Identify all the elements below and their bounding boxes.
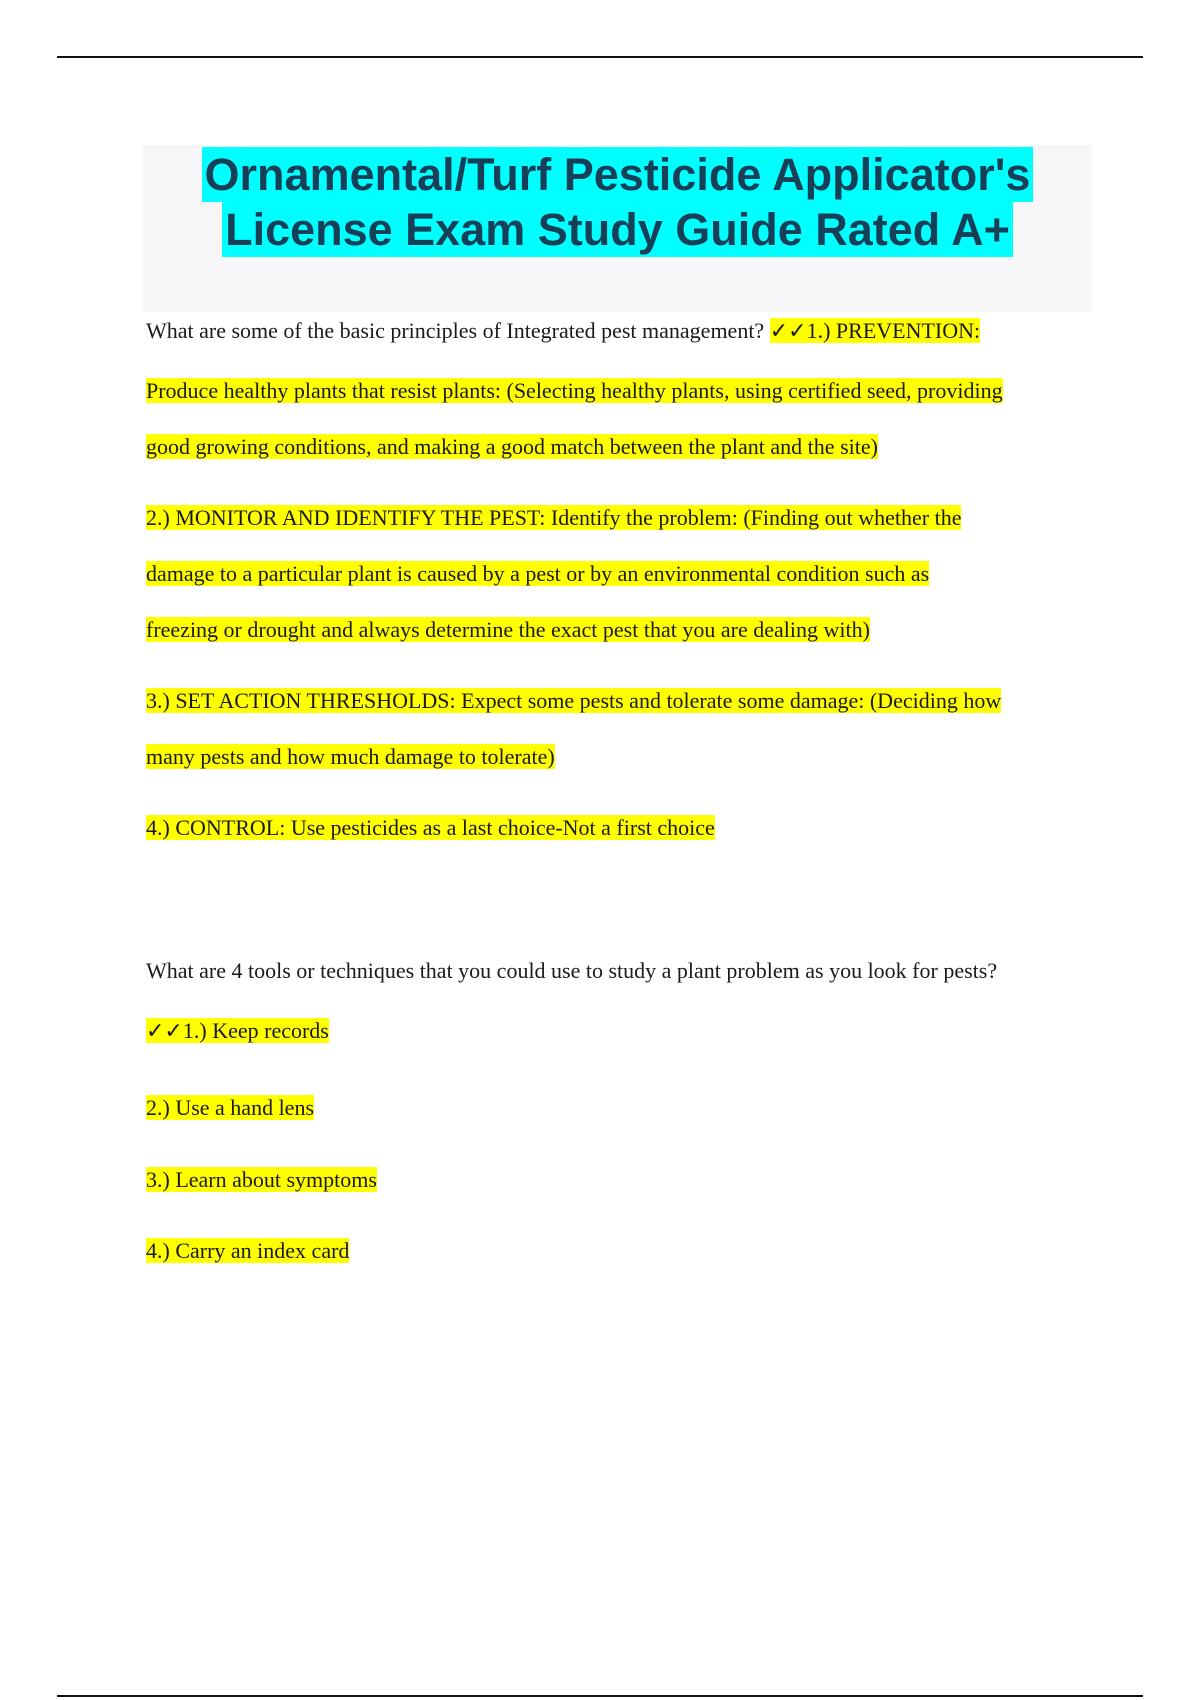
answer-1-2-line-3: freezing or drought and always determine the exact pest that you are dealing with) (146, 617, 870, 642)
answer-1-4: 4.) CONTROL: Use pesticides as a last choice-Not a first choice (146, 815, 715, 840)
answer-1-2-line-1-row (146, 503, 961, 533)
question-2-line (146, 956, 997, 986)
answer-1-1-start (770, 318, 980, 343)
question-2-text: What are 4 tools or techniques that you could use to study a plant problem as you look for pests? (146, 958, 998, 983)
check-icon: ✓✓ (146, 1019, 183, 1044)
title-block (143, 145, 1092, 312)
answer-1-3-line-1-row (146, 686, 1001, 716)
answer-1-2-line-2-row (146, 559, 929, 589)
answer-2-3-row (146, 1165, 377, 1195)
document-title-line-1: Ornamental/Turf Pesticide Applicator's (202, 147, 1034, 202)
answer-1-4-row (146, 813, 715, 843)
answer-1-3-line-1: 3.) SET ACTION THRESHOLDS: Expect some pests and tolerate some damage: (Deciding how (146, 688, 1002, 713)
answer-1-1-line-2-row (146, 376, 1003, 406)
answer-1-1-line-3: good growing conditions, and making a good match between the plant and the site) (146, 434, 878, 459)
document-title-line-2: License Exam Study Guide Rated A+ (222, 202, 1013, 257)
answer-1-1-line-1: 1.) PREVENTION: (806, 318, 981, 343)
answer-2-2-row (146, 1093, 314, 1123)
answer-2-1-row (146, 1016, 329, 1047)
answer-1-2-line-3-row (146, 615, 870, 645)
check-icon: ✓✓ (769, 319, 807, 344)
bottom-rule (57, 1695, 1143, 1697)
question-1-line (146, 316, 980, 347)
answer-2-2: 2.) Use a hand lens (146, 1095, 315, 1120)
answer-1-2-line-1: 2.) MONITOR AND IDENTIFY THE PEST: Identify the problem: (Finding out whether the (146, 505, 962, 530)
answer-2-4: 4.) Carry an index card (146, 1238, 350, 1263)
answer-2-4-row (146, 1236, 349, 1266)
answer-1-1-line-3-row (146, 432, 878, 462)
answer-2-1-text: 1.) Keep records (182, 1018, 329, 1043)
answer-1-3-line-2-row (146, 742, 555, 772)
answer-1-1-line-2: Produce healthy plants that resist plants: (Selecting healthy plants, using certified seed, providing (146, 378, 1003, 403)
answer-1-2-line-2: damage to a particular plant is caused by a pest or by an environmental condition such as (146, 561, 930, 586)
question-1-text: What are some of the basic principles of Integrated pest management? (146, 318, 765, 343)
answer-2-3: 3.) Learn about symptoms (146, 1167, 377, 1192)
answer-2-1 (146, 1018, 329, 1043)
top-rule (57, 56, 1143, 58)
answer-1-3-line-2: many pests and how much damage to tolerate) (146, 744, 555, 769)
